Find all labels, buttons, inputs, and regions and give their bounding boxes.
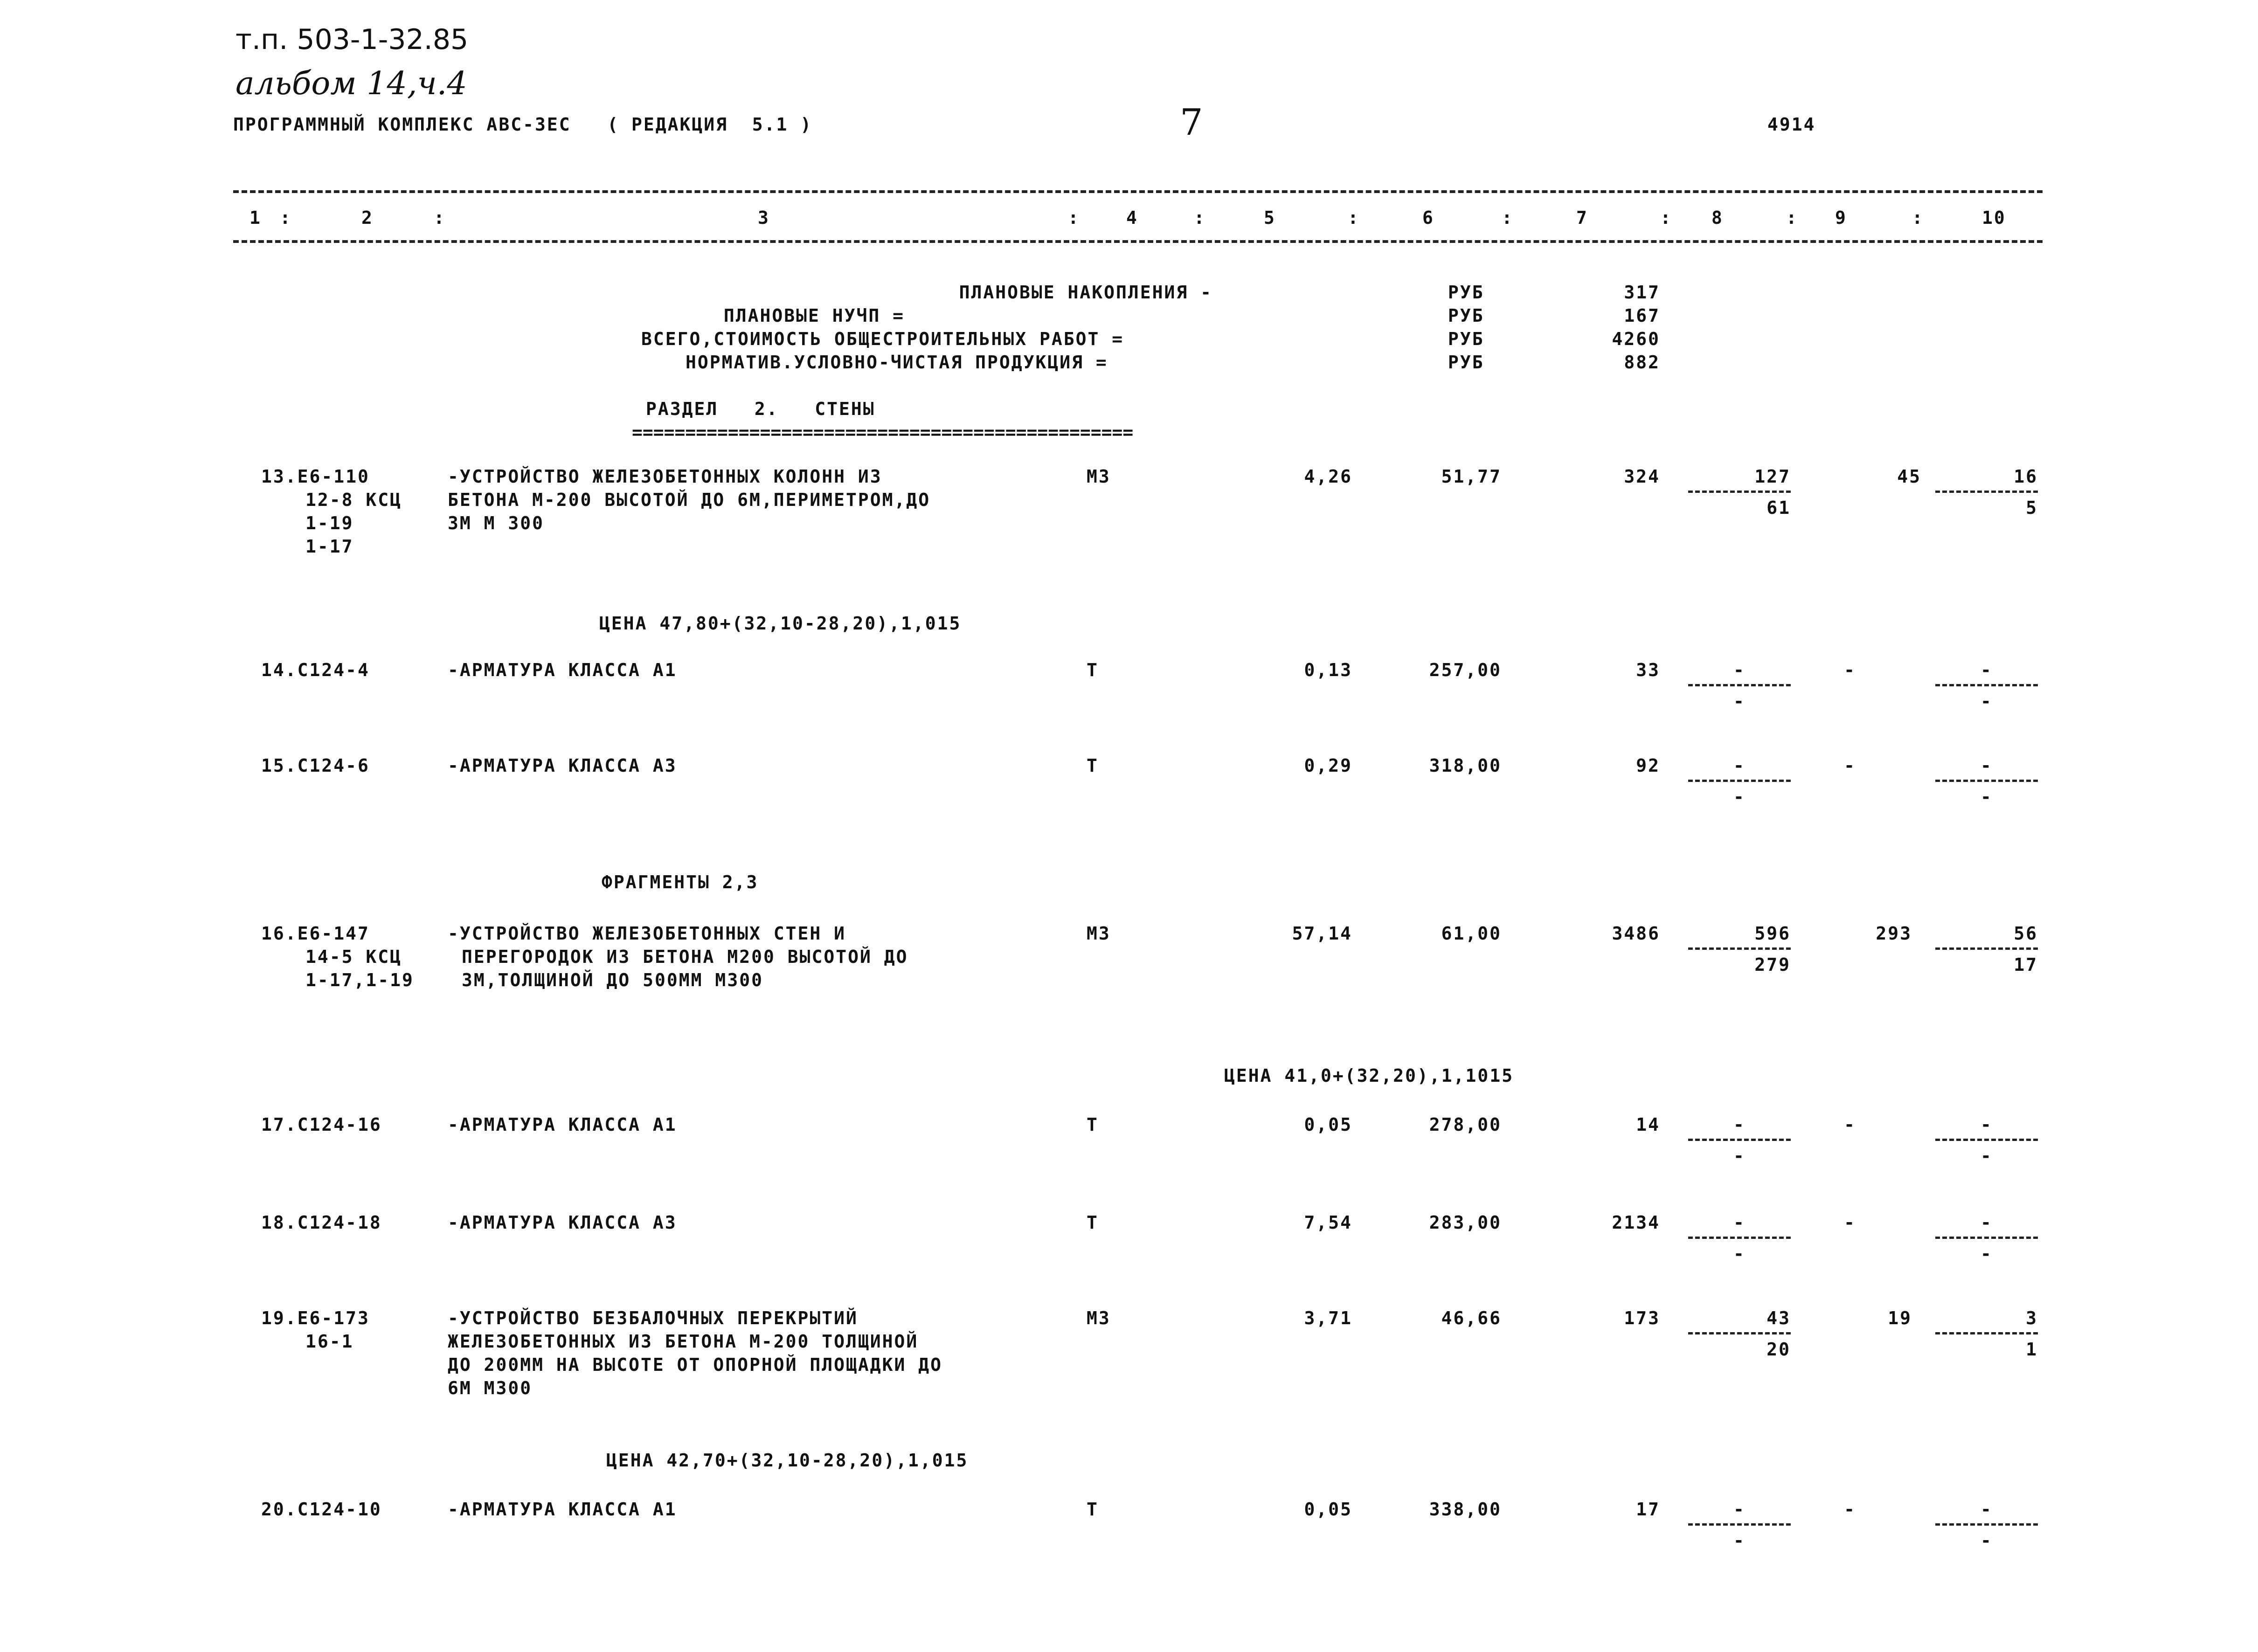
fraction-bottom: 61 — [1766, 498, 1791, 518]
item-col10-fraction — [1935, 1499, 2038, 1551]
item-reference: 1-19 — [305, 513, 354, 533]
item-col10-fraction — [1935, 466, 2038, 518]
program-header: ПРОГРАММНЫЙ КОМПЛЕКС АВС-3ЕС ( РЕДАКЦИЯ 5.1 ) — [233, 114, 813, 135]
document-code: 4914 — [1767, 114, 1816, 135]
item-description: ПЕРЕГОРОДОК ИЗ БЕТОНА М200 ВЫСОТОЙ ДО — [462, 947, 908, 967]
item-col10-fraction — [1935, 1114, 2038, 1166]
item-unit: Т — [1087, 660, 1099, 680]
item-code: 19.Е6-173 — [261, 1308, 370, 1328]
summary-label: НОРМАТИВ.УСЛОВНО-ЧИСТАЯ ПРОДУКЦИЯ = — [686, 352, 1108, 373]
item-description: -УСТРОЙСТВО ЖЕЛЕЗОБЕТОННЫХ СТЕН И — [448, 923, 846, 944]
fraction-top: 16 — [2014, 466, 2038, 487]
fraction-bar — [1688, 684, 1791, 686]
item-quantity: 3,71 — [1304, 1308, 1352, 1328]
item-unit-price: 278,00 — [1429, 1114, 1502, 1135]
item-quantity: 0,05 — [1304, 1114, 1352, 1135]
column-number-6: 6 — [1422, 207, 1434, 228]
item-col8-fraction — [1688, 1499, 1791, 1551]
item-total: 14 — [1636, 1114, 1660, 1135]
item-col8-fraction — [1688, 1114, 1791, 1166]
fraction-bar — [1935, 1139, 2038, 1141]
item-unit-price: 283,00 — [1429, 1212, 1502, 1233]
item-col10-fraction — [1935, 755, 2038, 807]
fraction-bottom: - — [1733, 1244, 1745, 1264]
summary-value: 882 — [1624, 352, 1660, 373]
item-unit-price: 338,00 — [1429, 1499, 1502, 1520]
item-total: 3486 — [1612, 923, 1660, 944]
column-number-8: 8 — [1711, 207, 1724, 228]
fraction-bar — [1688, 1523, 1791, 1526]
fraction-top: 56 — [2014, 923, 2038, 944]
item-col9: - — [1844, 660, 1856, 680]
fraction-bottom: - — [1981, 787, 1993, 807]
item-unit: Т — [1087, 755, 1099, 776]
fraction-bar — [1688, 1237, 1791, 1239]
fraction-top: - — [1733, 755, 1745, 776]
item-col9: 293 — [1876, 923, 1912, 944]
item-total: 173 — [1624, 1308, 1660, 1328]
fragments-note: ФРАГМЕНТЫ 2,3 — [602, 872, 759, 892]
item-col8-fraction — [1688, 1212, 1791, 1264]
item-unit-price: 257,00 — [1429, 660, 1502, 680]
item-description: -УСТРОЙСТВО ЖЕЛЕЗОБЕТОННЫХ КОЛОНН ИЗ — [448, 466, 882, 487]
fraction-top: - — [1733, 660, 1745, 680]
summary-value: 4260 — [1612, 329, 1660, 349]
item-col9: - — [1844, 755, 1856, 776]
item-reference: 16-1 — [305, 1331, 354, 1352]
fraction-top: - — [1981, 660, 1993, 680]
fraction-top: - — [1733, 1499, 1745, 1520]
fraction-bottom: - — [1981, 1244, 1993, 1264]
item-description: БЕТОНА М-200 ВЫСОТОЙ ДО 6М,ПЕРИМЕТРОМ,ДО — [448, 490, 931, 510]
item-col8-fraction — [1688, 466, 1791, 518]
fraction-bottom: - — [1733, 691, 1745, 712]
item-quantity: 4,26 — [1304, 466, 1352, 487]
item-unit-price: 318,00 — [1429, 755, 1502, 776]
item-quantity: 0,13 — [1304, 660, 1352, 680]
item-quantity: 0,05 — [1304, 1499, 1352, 1520]
item-reference: 1-17,1-19 — [305, 970, 414, 990]
page-number: 7 — [1180, 102, 1203, 144]
item-code: 14.С124-4 — [261, 660, 370, 680]
fraction-bar — [1688, 1139, 1791, 1141]
item-code: 16.Е6-147 — [261, 923, 370, 944]
item-description: -АРМАТУРА КЛАССА А1 — [448, 1499, 677, 1520]
section-underline: =============================================== — [632, 422, 1134, 442]
item-code: 18.С124-18 — [261, 1212, 382, 1233]
fraction-top: 43 — [1766, 1308, 1791, 1328]
item-reference: 14-5 КСЦ — [305, 947, 402, 967]
table-top-rule — [233, 190, 2043, 193]
fraction-bar — [1688, 947, 1791, 950]
item-col9: 19 — [1888, 1308, 1912, 1328]
handwritten-project-number: т.п. 503-1-32.85 — [235, 23, 469, 56]
summary-label: ПЛАНОВЫЕ НУЧП = — [723, 305, 905, 326]
fraction-bottom: 20 — [1766, 1339, 1791, 1360]
summary-unit: РУБ — [1448, 352, 1484, 373]
item-total: 324 — [1624, 466, 1660, 487]
fraction-bottom: - — [1733, 1530, 1745, 1551]
fraction-bar — [1935, 1332, 2038, 1334]
fraction-top: - — [1733, 1212, 1745, 1233]
item-description: -АРМАТУРА КЛАССА А1 — [448, 1114, 677, 1135]
summary-unit: РУБ — [1448, 329, 1484, 349]
fraction-bar — [1935, 1237, 2038, 1239]
column-number-9: 9 — [1835, 207, 1847, 228]
item-description: ДО 200ММ НА ВЫСОТЕ ОТ ОПОРНОЙ ПЛОЩАДКИ ДО — [448, 1355, 942, 1375]
fraction-bar — [1935, 1523, 2038, 1526]
item-quantity: 7,54 — [1304, 1212, 1352, 1233]
item-col9: - — [1844, 1114, 1856, 1135]
fraction-top: - — [1981, 1212, 1993, 1233]
fraction-bottom: - — [1733, 1146, 1745, 1166]
fraction-top: 127 — [1754, 466, 1791, 487]
fraction-bottom: 279 — [1754, 954, 1791, 975]
fraction-bottom: 1 — [2026, 1339, 2038, 1360]
fraction-top: - — [1981, 755, 1993, 776]
summary-label: ПЛАНОВЫЕ НАКОПЛЕНИЯ - — [959, 282, 1212, 303]
summary-unit: РУБ — [1448, 282, 1484, 303]
item-col9: - — [1844, 1212, 1856, 1233]
column-number-1: 1 — [249, 207, 262, 228]
fraction-bar — [1688, 491, 1791, 493]
item-unit-price: 61,00 — [1441, 923, 1502, 944]
fraction-bottom: 5 — [2026, 498, 2038, 518]
fraction-bottom: - — [1981, 691, 1993, 712]
summary-unit: РУБ — [1448, 305, 1484, 326]
column-number-4: 4 — [1126, 207, 1138, 228]
summary-value: 317 — [1624, 282, 1660, 303]
item-total: 92 — [1636, 755, 1660, 776]
item-description: -АРМАТУРА КЛАССА А1 — [448, 660, 677, 680]
item-col9: - — [1844, 1499, 1856, 1520]
item-unit: М3 — [1087, 1308, 1111, 1328]
item-col10-fraction — [1935, 660, 2038, 712]
item-total: 17 — [1636, 1499, 1660, 1520]
item-total: 2134 — [1612, 1212, 1660, 1233]
column-number-2: 2 — [361, 207, 374, 228]
item-quantity: 57,14 — [1292, 923, 1352, 944]
column-number-7: 7 — [1576, 207, 1588, 228]
fraction-bottom: - — [1981, 1146, 1993, 1166]
fraction-bar — [1935, 684, 2038, 686]
item-code: 17.С124-16 — [261, 1114, 382, 1135]
item-reference: 1-17 — [305, 536, 354, 557]
handwritten-album-number: альбом 14,ч.4 — [235, 65, 467, 102]
summary-label: ВСЕГО,СТОИМОСТЬ ОБЩЕСТРОИТЕЛЬНЫХ РАБОТ = — [641, 329, 1124, 349]
column-number-5: 5 — [1264, 207, 1276, 228]
item-col8-fraction — [1688, 923, 1791, 975]
item-col8-fraction — [1688, 660, 1791, 712]
fraction-bar — [1935, 780, 2038, 782]
item-col8-fraction — [1688, 755, 1791, 807]
item-col10-fraction — [1935, 1212, 2038, 1264]
summary-value: 167 — [1624, 305, 1660, 326]
item-quantity: 0,29 — [1304, 755, 1352, 776]
item-total: 33 — [1636, 660, 1660, 680]
fraction-top: - — [1733, 1114, 1745, 1135]
fraction-bar — [1935, 947, 2038, 950]
item-unit: М3 — [1087, 923, 1111, 944]
item-description: 6М М300 — [448, 1378, 533, 1398]
item-col8-fraction — [1688, 1308, 1791, 1360]
fraction-bar — [1688, 780, 1791, 782]
item-description: -АРМАТУРА КЛАССА А3 — [448, 755, 677, 776]
item-code: 15.С124-6 — [261, 755, 370, 776]
fraction-top: 3 — [2026, 1308, 2038, 1328]
item-unit: Т — [1087, 1212, 1099, 1233]
item-description: ЖЕЛЕЗОБЕТОННЫХ ИЗ БЕТОНА М-200 ТОЛЩИНОЙ — [448, 1331, 919, 1352]
fraction-bar — [1935, 491, 2038, 493]
item-code: 20.С124-10 — [261, 1499, 382, 1520]
fraction-bottom: - — [1981, 1530, 1993, 1551]
price-note: ЦЕНА 41,0+(32,20),1,1015 — [1224, 1065, 1514, 1086]
item-description: -УСТРОЙСТВО БЕЗБАЛОЧНЫХ ПЕРЕКРЫТИЙ — [448, 1308, 858, 1328]
fraction-top: - — [1981, 1499, 1993, 1520]
item-unit-price: 51,77 — [1441, 466, 1502, 487]
item-unit: М3 — [1087, 466, 1111, 487]
fraction-bottom: 17 — [2014, 954, 2038, 975]
item-description: 3М М 300 — [448, 513, 545, 533]
price-note: ЦЕНА 42,70+(32,10-28,20),1,015 — [606, 1450, 969, 1471]
fraction-bar — [1688, 1332, 1791, 1334]
item-unit: Т — [1087, 1114, 1099, 1135]
fraction-top: 596 — [1754, 923, 1791, 944]
item-unit-price: 46,66 — [1441, 1308, 1502, 1328]
fraction-bottom: - — [1733, 787, 1745, 807]
item-description: 3М,ТОЛЩИНОЙ ДО 500ММ М300 — [462, 970, 763, 990]
column-number-3: 3 — [758, 207, 770, 228]
item-code: 13.Е6-110 — [261, 466, 370, 487]
column-number-10: 10 — [1982, 207, 2006, 228]
price-note: ЦЕНА 47,80+(32,10-28,20),1,015 — [599, 613, 962, 634]
item-description: -АРМАТУРА КЛАССА А3 — [448, 1212, 677, 1233]
section-title: РАЗДЕЛ 2. СТЕНЫ — [646, 399, 875, 419]
item-col10-fraction — [1935, 923, 2038, 975]
fraction-top: - — [1981, 1114, 1993, 1135]
item-unit: Т — [1087, 1499, 1099, 1520]
item-col10-fraction — [1935, 1308, 2038, 1360]
table-header-rule — [233, 240, 2043, 243]
item-reference: 12-8 КСЦ — [305, 490, 402, 510]
item-col9: 45 — [1897, 466, 1921, 487]
